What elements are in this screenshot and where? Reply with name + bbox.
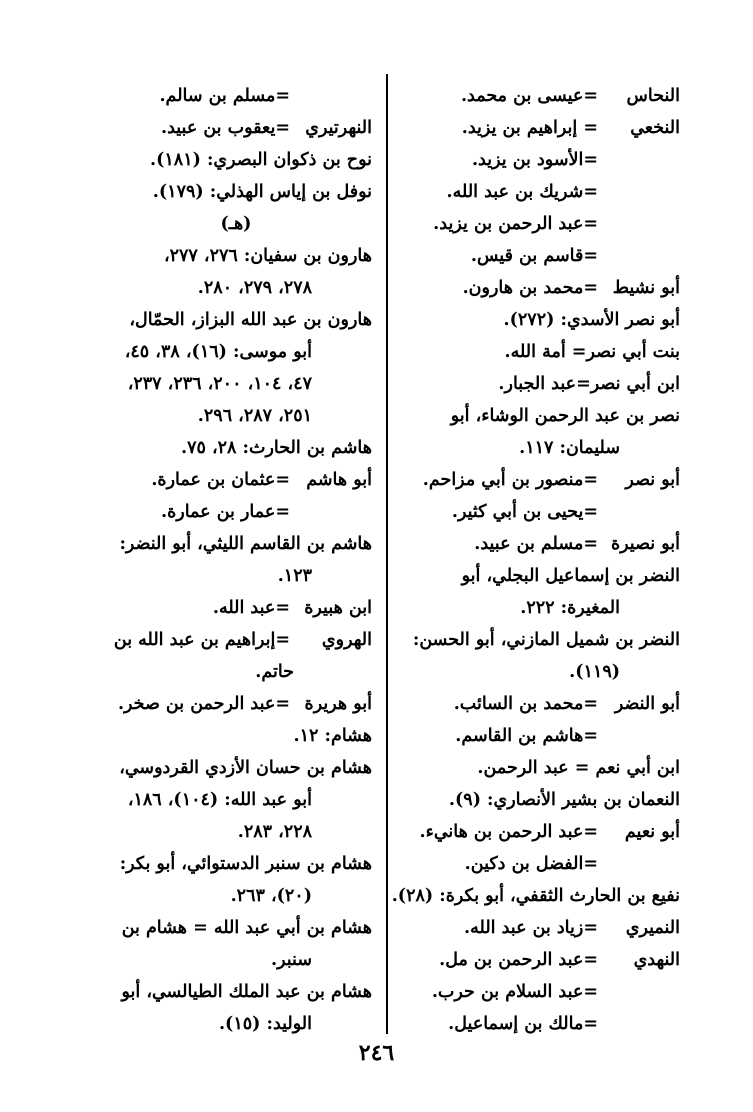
entry-text: =إبراهيم بن عبد الله بن bbox=[113, 630, 290, 650]
entry-term: الهروي bbox=[321, 630, 372, 650]
index-entry-line bbox=[400, 624, 680, 656]
entry-text: نصر بن عبد الرحمن الوشاء، أبو bbox=[450, 406, 680, 426]
entry-text: (هـ) bbox=[220, 214, 252, 234]
entry-text: =مسلم بن سالم. bbox=[159, 86, 290, 106]
entry-text: (٢٠)، ٢٦٣. bbox=[230, 886, 312, 906]
index-entry-line bbox=[400, 336, 680, 368]
index-entry-line bbox=[400, 784, 680, 816]
index-entry-line bbox=[400, 432, 680, 464]
entry-term: أبو هاشم bbox=[306, 470, 372, 490]
index-entry-line bbox=[400, 1008, 680, 1040]
entry-text: ١٢٣. bbox=[277, 566, 312, 586]
entry-text: النضر بن شميل المازني، أبو الحسن: bbox=[412, 630, 680, 650]
index-entry-line bbox=[100, 176, 372, 208]
index-entry-line bbox=[400, 976, 680, 1008]
index-entry-line bbox=[100, 432, 372, 464]
index-entry-line bbox=[400, 720, 680, 752]
index-entry-line bbox=[100, 624, 372, 656]
index-entry-line bbox=[100, 784, 372, 816]
index-entry-line bbox=[400, 272, 680, 304]
index-entry-line bbox=[100, 144, 372, 176]
entry-term: أبو نصر bbox=[625, 470, 680, 490]
entry-text: سليمان: ١١٧. bbox=[519, 438, 620, 458]
entry-text: =هاشم بن القاسم. bbox=[455, 726, 598, 746]
entry-text: نوح بن ذكوان البصري: (١٨١). bbox=[150, 150, 372, 170]
entry-text: أبو نصر الأسدي: (٢٧٢). bbox=[503, 310, 680, 330]
entry-term: النميري bbox=[625, 918, 680, 938]
index-entry-line bbox=[100, 976, 372, 1008]
index-entry-line bbox=[400, 752, 680, 784]
entry-term: ابن هبيرة bbox=[304, 598, 372, 618]
entry-text: =عبد الرحمن بن هانيء. bbox=[419, 822, 598, 842]
entry-text: =شريك بن عبد الله. bbox=[446, 182, 598, 202]
entry-text: هاشم بن الحارث: ٢٨، ٧٥. bbox=[180, 438, 372, 458]
index-entry-line bbox=[100, 112, 372, 144]
entry-text: هارون بن سفيان: ٢٧٦، ٢٧٧، bbox=[163, 246, 372, 266]
entry-text: ٢٢٨، ٢٨٣. bbox=[237, 822, 312, 842]
entry-text: =عبد الرحمن بن صخر. bbox=[117, 694, 290, 714]
index-entry-line bbox=[400, 208, 680, 240]
entry-text: المغيرة: ٢٢٢. bbox=[520, 598, 620, 618]
index-entry-line bbox=[400, 656, 680, 688]
entry-text: هشام بن عبد الملك الطيالسي، أبو bbox=[121, 982, 372, 1002]
entry-term: النخعي bbox=[630, 118, 680, 138]
index-entry-line bbox=[100, 912, 372, 944]
entry-text: =زياد بن عبد الله. bbox=[464, 918, 598, 938]
index-entry-line bbox=[100, 464, 372, 496]
entry-text: =منصور بن أبي مزاحم. bbox=[422, 470, 598, 490]
entry-text: = إبراهيم بن يزيد. bbox=[461, 118, 598, 138]
index-entry-line bbox=[400, 240, 680, 272]
entry-text: =الأسود بن يزيد. bbox=[471, 150, 598, 170]
entry-text: =يحيى بن أبي كثير. bbox=[451, 502, 598, 522]
entry-text: =عثمان بن عمارة. bbox=[151, 470, 290, 490]
entry-text: ٤٧، ١٠٤، ٢٠٠، ٢٣٦، ٢٣٧، bbox=[127, 374, 312, 394]
index-entry-line bbox=[100, 80, 372, 112]
index-entry-line bbox=[400, 848, 680, 880]
entry-text: ٢٥١، ٢٨٧، ٢٩٦. bbox=[197, 406, 312, 426]
index-entry-line bbox=[400, 112, 680, 144]
index-entry-line bbox=[100, 496, 372, 528]
entry-text: نفيع بن الحارث الثقفي، أبو بكرة: (٢٨). bbox=[391, 886, 680, 906]
entry-text: هاشم بن القاسم الليثي، أبو النضر: bbox=[119, 534, 372, 554]
entry-text: =عبد السلام بن حرب. bbox=[431, 982, 598, 1002]
entry-text: ابن أبي نصر=عبد الجبار. bbox=[498, 374, 680, 394]
index-entry-line bbox=[400, 400, 680, 432]
index-entry-line bbox=[400, 688, 680, 720]
index-entry-line bbox=[100, 400, 372, 432]
index-entry-line bbox=[100, 816, 372, 848]
index-entry-line bbox=[100, 880, 372, 912]
entry-text: أبو موسى: (١٦)، ٣٨، ٤٥، bbox=[124, 342, 312, 362]
index-entry-line bbox=[100, 848, 372, 880]
entry-term: النحاس bbox=[626, 86, 680, 106]
index-entry-line bbox=[400, 80, 680, 112]
entry-text: هشام بن أبي عبد الله = هشام بن bbox=[121, 918, 372, 938]
index-entry-line bbox=[400, 944, 680, 976]
index-entry-line bbox=[100, 688, 372, 720]
entry-text: ابن أبي نعم = عبد الرحمن. bbox=[477, 758, 680, 778]
index-entry-line bbox=[400, 176, 680, 208]
entry-text: =قاسم بن قيس. bbox=[470, 246, 598, 266]
index-entry-line bbox=[400, 912, 680, 944]
index-entry-line bbox=[100, 592, 372, 624]
entry-text: حاتم. bbox=[255, 662, 294, 682]
index-entry-line bbox=[100, 240, 372, 272]
entry-text: =محمد بن السائب. bbox=[453, 694, 598, 714]
index-entry-line bbox=[100, 304, 372, 336]
entry-text: =عبد الله. bbox=[212, 598, 290, 618]
column-divider bbox=[386, 74, 388, 1034]
index-entry-line bbox=[100, 272, 372, 304]
page-number: ٢٤٦ bbox=[358, 1040, 395, 1066]
entry-text: =عبد الرحمن بن يزيد. bbox=[433, 214, 598, 234]
entry-text: أبو عبد الله: (١٠٤)، ١٨٦، bbox=[127, 790, 312, 810]
index-entry-line bbox=[400, 496, 680, 528]
entry-text: هشام: ١٢. bbox=[293, 726, 372, 746]
index-entry-line bbox=[100, 208, 372, 240]
index-entry-line bbox=[100, 368, 372, 400]
entry-text: النضر بن إسماعيل البجلي، أبو bbox=[461, 566, 680, 586]
index-entry-line bbox=[100, 944, 372, 976]
entry-text: =مالك بن إسماعيل. bbox=[448, 1014, 598, 1034]
entry-term: أبو هريرة bbox=[304, 694, 372, 714]
entry-text: النعمان بن بشير الأنصاري: (٩). bbox=[448, 790, 680, 810]
entry-text: هارون بن عبد الله البزاز، الحمّال، bbox=[129, 310, 372, 330]
index-entry-line bbox=[391, 880, 680, 912]
index-entry-line bbox=[100, 336, 372, 368]
entry-text: =عبد الرحمن بن مل. bbox=[439, 950, 598, 970]
index-entry-line bbox=[100, 720, 372, 752]
index-entry-line bbox=[400, 368, 680, 400]
entry-text: ٢٧٨، ٢٧٩، ٢٨٠. bbox=[197, 278, 312, 298]
entry-text: =عمار بن عمارة. bbox=[161, 502, 290, 522]
index-entry-line bbox=[400, 816, 680, 848]
index-entry-line bbox=[400, 560, 680, 592]
index-entry-line bbox=[100, 528, 372, 560]
index-entry-line bbox=[100, 752, 372, 784]
entry-term: أبو نعيم bbox=[624, 822, 680, 842]
index-entry-line bbox=[100, 1008, 372, 1040]
entry-text: (١١٩). bbox=[569, 662, 620, 682]
entry-text: هشام بن سنبر الدستوائي، أبو بكر: bbox=[119, 854, 372, 874]
index-entry-line bbox=[100, 656, 372, 688]
entry-text: الوليد: (١٥). bbox=[218, 1014, 312, 1034]
entry-term: أبو نصيرة bbox=[610, 534, 680, 554]
index-entry-line bbox=[100, 560, 372, 592]
entry-term: أبو نشيط bbox=[612, 278, 680, 298]
entry-text: سنبر. bbox=[271, 950, 312, 970]
entry-text: هشام بن حسان الأزدي القردوسي، bbox=[119, 758, 372, 778]
entry-text: =عيسى بن محمد. bbox=[460, 86, 598, 106]
index-entry-line bbox=[400, 592, 680, 624]
index-entry-line bbox=[400, 144, 680, 176]
entry-text: بنت أبي نصر= أمة الله. bbox=[504, 342, 680, 362]
entry-term: النهدي bbox=[633, 950, 680, 970]
index-entry-line bbox=[400, 528, 680, 560]
entry-term: أبو النضر bbox=[614, 694, 680, 714]
entry-term: النهرتيري bbox=[305, 118, 372, 138]
entry-text: =يعقوب بن عبيد. bbox=[160, 118, 290, 138]
entry-text: =الفضل بن دكين. bbox=[464, 854, 598, 874]
index-entry-line bbox=[400, 464, 680, 496]
entry-text: =محمد بن هارون. bbox=[462, 278, 598, 298]
entry-text: =مسلم بن عبيد. bbox=[474, 534, 598, 554]
index-entry-line bbox=[400, 304, 680, 336]
entry-text: نوفل بن إياس الهذلي: (١٧٩). bbox=[152, 182, 372, 202]
